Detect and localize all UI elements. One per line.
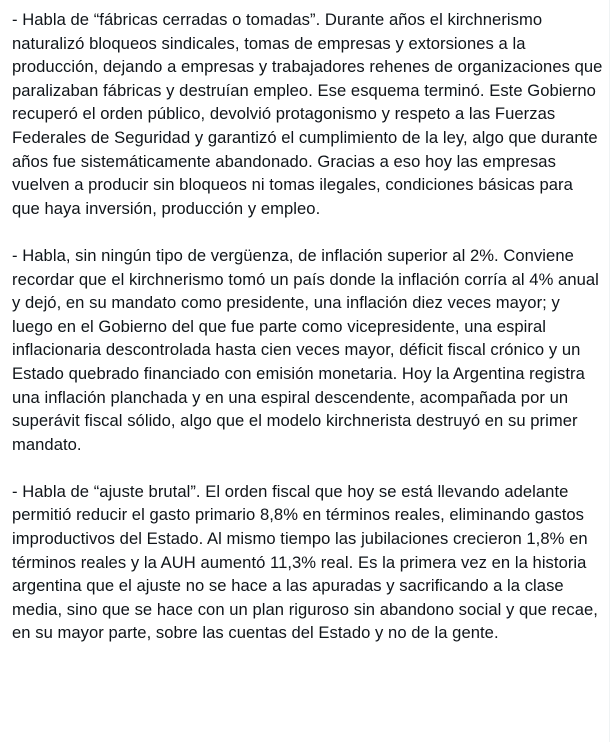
post-paragraph-factories: - Habla de “fábricas cerradas o tomadas”. Durante años el kirchnerismo naturalizó bloqueos sindicales, tomas de empresas y extorsiones a la producción, dejando a empresas y trabajadores rehenes de organizaciones que paralizaban fábricas y destruían empleo. Ese esquema terminó. Este Gobierno recuperó el orden público, devolvió protagonismo y respeto a las Fuerzas Federales de Seguridad y garantizó el cumplimiento de la ley, algo que durante años fue sistemáticamente abandonado. Gracias a eso hoy las empresas vuelven a producir sin bloqueos ni tomas ilegales, condiciones básicas para que haya inversión, producción y empleo. bbox=[12, 10, 603, 218]
post-paragraph-inflation: - Habla, sin ningún tipo de vergüenza, de inflación superior al 2%. Conviene recordar que el kirchnerismo tomó un país donde la inflación corría al 4% anual y dejó, en su mandato como presidente, una inflación diez veces mayor; y luego en el Gobierno del que fue parte como vicepresidente, una espiral inflacionaria descontrolada hasta cien veces mayor, déficit fiscal crónico y un Estado quebrado financiado con emisión monetaria. Hoy la Argentina registra una inflación planchada y en una espiral descendente, acompañada por un superávit fiscal sólido, algo que el modelo kirchnerista destruyó en su primer mandato. bbox=[12, 245, 599, 454]
post-text-body bbox=[12, 8, 604, 645]
post-paragraph-fiscal-adjustment: - Habla de “ajuste brutal”. El orden fiscal que hoy se está llevando adelante permitió reducir el gasto primario 8,8% en términos reales, eliminando gastos improductivos del Estado. Al mismo tiempo las jubilaciones crecieron 1,8% en términos reales y la AUH aumentó 11,3% real. Es la primera vez en la historia argentina que el ajuste no se hace a las apuradas y sacrificando a la clase media, sino que se hace con un plan riguroso sin abandono social y que recae, en su mayor parte, sobre las cuentas del Estado y no de la gente. bbox=[12, 481, 598, 643]
